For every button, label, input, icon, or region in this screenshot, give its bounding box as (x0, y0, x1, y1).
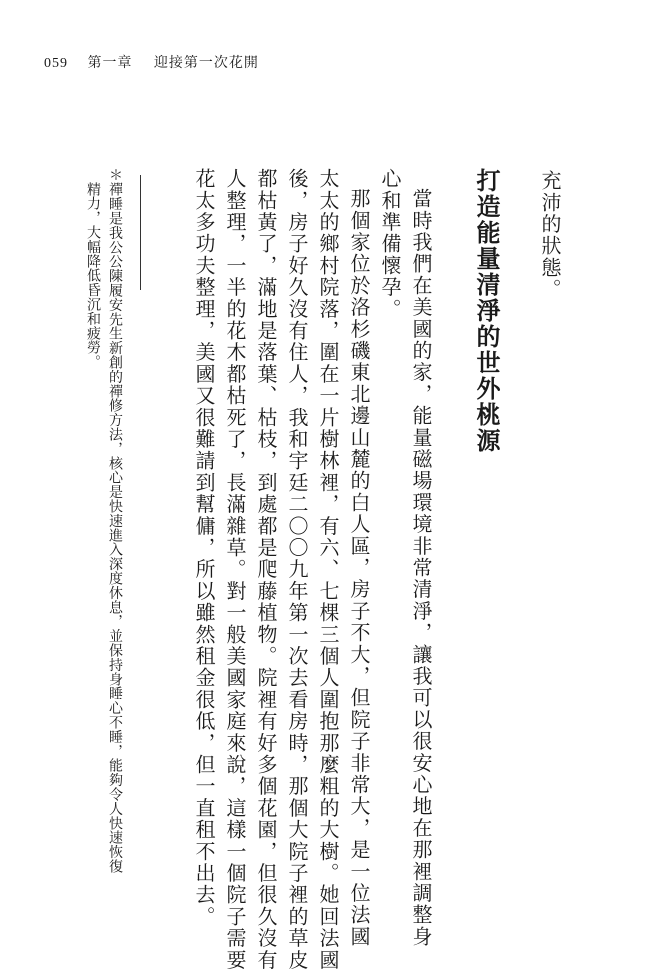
text-line: 心和準備懷孕。 (378, 168, 402, 320)
text-line: 充沛的狀態。 (538, 170, 562, 301)
footnote-divider (140, 175, 141, 290)
running-header (44, 52, 259, 72)
footnote-text: 禪睡是我公公陳履安先生新創的禪修方法，核心是快速進入深度休息，並保持身睡心不睡，能夠令人快速恢復 (107, 182, 123, 874)
text-line: 人整理，一半的花木都枯死了，長滿雜草。對一般美國家庭來說，這樣一個院子需要 (223, 168, 247, 971)
footnote-line (108, 168, 122, 883)
chapter-title: 迎接第一次花開 (153, 55, 259, 71)
chapter-label: 第一章 (87, 55, 133, 71)
text-line: 後，房子好久沒有住人，我和宇廷二〇〇九年第一次去看房時，那個大院子裡的草皮 (285, 168, 309, 971)
page-number: 059 (44, 56, 68, 71)
text-line: 花太多功夫整理，美國又很難請到幫傭，所以雖然租金很低，但一直租不出去。 (192, 168, 216, 928)
section-heading: 打造能量清淨的世外桃源 (472, 168, 500, 454)
text-line: 當時我們在美國的家，能量磁場環境非常清淨，讓我可以很安心地在那裡調整身 (409, 188, 433, 948)
text-line: 太太的鄉村院落，圍在一片樹林裡，有六、七棵三個人圍抱那麼粗的大樹。她回法國 (316, 168, 340, 971)
footnote-line: 精力，大幅降低昏沉和疲勞。 (85, 182, 101, 370)
text-line: 都枯黃了，滿地是落葉、枯枝，到處都是爬藤植物。院裡有好多個花園，但很久沒有 (254, 168, 278, 971)
text-line: 那個家位於洛杉磯東北邊山麓的白人區，房子不大，但院子非常大，是一位法國 (347, 188, 371, 948)
footnote-marker: ＊ (107, 168, 123, 183)
